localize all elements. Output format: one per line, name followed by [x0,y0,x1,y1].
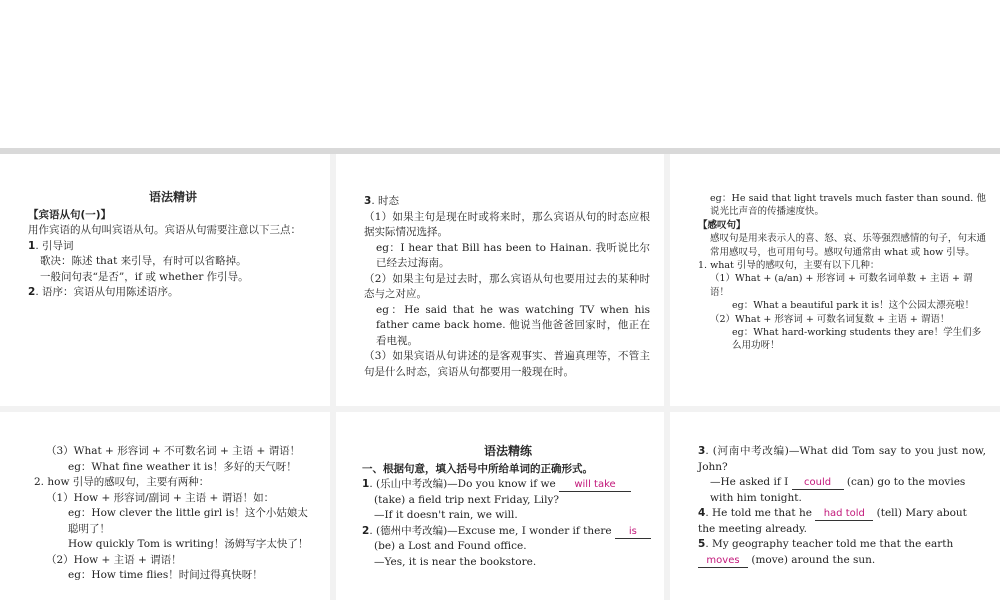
formula-text: （2）How + 主语 + 谓语！ [46,553,182,566]
section-heading: 【感叹句】 [698,219,746,231]
question-text: . (河南中考改编)—What did Tom say to you just now, John? [698,445,986,473]
slide-exclamations[interactable] [670,154,1000,406]
rhyme-text: 歌决：陈述 that 来引导，有时可以省略掉。 [40,255,247,267]
question-text: . (乐山中考改编)—Do you know if we [369,478,556,490]
item-label: 1. what 引导的感叹句，主要有以下几种： [698,260,880,272]
intro-text: 感叹句是用来表示人的喜、怒、哀、乐等强烈感情的句子，句末通常用感叹号，也可用句号。感叹句通常由 what 或 how 引导。 [710,233,986,258]
item-label: . 语序：宾语从句用陈述语序。 [35,286,179,298]
example-text: eg：What fine weather it is！多好的天气呀！ [68,460,297,473]
slide-title: 语法精讲 [148,190,197,204]
question-rule-text: 一般问句表“是否”，if 或 whether 作引导。 [40,270,249,283]
answer-blank[interactable]: moves [698,555,748,568]
example-text: eg：He said that light travels much faster than sound. 他说光比声音的传播速度快。 [710,193,986,218]
rule-text: （2）如果主句是过去时，那么宾语从句也要用过去的某种时态与之对应。 [364,272,650,300]
question-number: 4 [698,507,706,519]
exercise-instruction: 一、根据句意，填入括号中所给单词的正确形式。 [362,462,593,475]
example-text: eg：How time flies！时间过得真快呀！ [68,569,263,581]
formula-text: （1）What + (a/an) + 形容词 + 可数名词单数 + 主语 + 谓语！ [710,273,973,298]
question-1 [362,477,654,493]
slide-tense-rules[interactable] [336,154,664,406]
item-label: . 引导词 [35,239,74,252]
question-2 [362,524,654,540]
example-text: eg：What hard-working students they are！学生们多么用功呀！ [732,327,982,352]
formula-text: （2）What + 形容词 + 可数名词复数 + 主语 + 谓语！ [710,313,950,325]
question-number: 3 [698,445,706,457]
answer-blank[interactable]: is [615,526,651,539]
example-text: eg：How clever the little girl is！这个小姑娘太聪明了！ [68,507,308,535]
formula-text: （1）How + 形容词/副词 + 主语 + 谓语！如： [46,491,275,504]
item-label: 2. how 引导的感叹句，主要有两种： [34,476,210,488]
reply-text: —If it doesn't rain, we will. [374,509,518,521]
example-text: How quickly Tom is writing！汤姆写字太快了！ [68,538,309,550]
question-number: 5 [698,538,706,550]
item-number: 1 [28,239,36,252]
slide-practice-continued[interactable] [670,412,1000,600]
item-number: 2 [28,286,36,298]
question-3 [698,444,986,475]
question-text: (can) go to the movies with him tonight. [710,476,966,504]
question-text: (take) a field trip next Friday, Lily? [374,493,560,506]
slide-how-exclamations[interactable] [0,412,330,600]
rule-text: （1）如果主句是现在时或将来时，那么宾语从句的时态应根据实际情况选择。 [364,210,650,238]
answer-blank[interactable]: had told [815,508,873,521]
example-text: eg：What a beautiful park it is！这个公园太漂亮啦！ [732,300,975,312]
question-text: (tell) Mary about the meeting already. [698,507,967,535]
rule-text: （3）如果宾语从句讲述的是客观事实、普遍真理等，不管主句是什么时态，宾语从句都要用一般现在时。 [364,350,650,378]
answer-blank[interactable]: could [792,477,844,490]
item-number: 3 [364,195,372,207]
top-blank-area [0,0,1000,148]
question-number: 2 [362,524,370,537]
question-number: 1 [362,478,370,490]
question-text: . My geography teacher told me that the earth [705,538,954,550]
example-text: eg：I hear that Bill has been to Hainan. 我听说比尔已经去过海南。 [376,241,650,269]
question-text: . He told me that he [705,507,812,519]
reply-text: —Yes, it is near the bookstore. [374,555,537,568]
section-heading: 【宾语从句(一)】 [28,208,112,221]
slide-grammar-explanation[interactable] [0,154,330,406]
slide-title: 语法精练 [483,444,532,458]
question-text: (move) around the sun. [751,553,876,566]
question-text: —He asked if I [710,476,789,488]
intro-text: 用作宾语的从句叫宾语从句。宾语从句需要注意以下三点： [28,224,301,236]
formula-text: （3）What + 形容词 + 不可数名词 + 主语 + 谓语！ [46,445,301,457]
slide-grammar-practice[interactable] [336,412,664,600]
question-text: (be) a Lost and Found office. [374,540,527,552]
example-text: eg：He said that he was watching TV when his father came back home. 他说当他爸爸回家时，他正在看电视。 [376,303,650,347]
answer-blank[interactable]: will take [559,479,631,492]
item-label: . 时态 [371,195,399,207]
question-text: . (德州中考改编)—Excuse me, I wonder if there [369,524,612,537]
